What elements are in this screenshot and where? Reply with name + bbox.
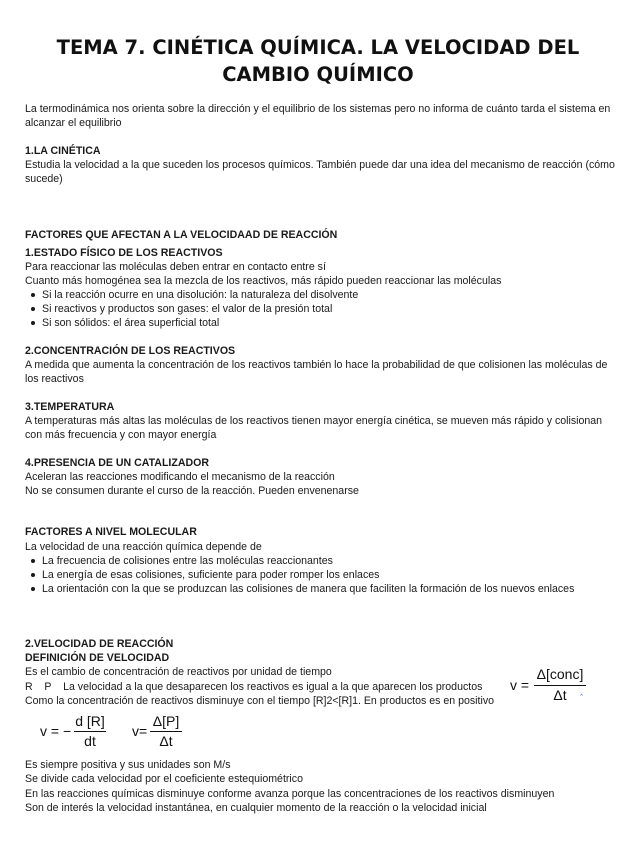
temperatura-heading: 3.TEMPERATURA: [25, 401, 115, 413]
list-item: Si son sólidos: el área superficial total: [42, 317, 220, 329]
fraction-bar: [74, 731, 106, 732]
velocidad-line-2: R P La velocidad a la que desaparecen los reactivos es igual a la que aparecen los productos: [25, 681, 483, 693]
molecular-line-1: La velocidad de una reacción química depende de: [25, 541, 262, 553]
cinetica-line-1: Estudia la velocidad a la que suceden los procesos químicos. También puede dar una idea del mecanismo de reacción (cómo: [25, 159, 615, 171]
list-item: La energía de esas colisiones, suficiente para poder romper los enlaces: [42, 569, 380, 581]
velocidad-line-6: En las reacciones químicas disminuye conforme avanza porque las concentraciones de los reactivos disminuyen: [25, 788, 555, 800]
estado-heading: 1.ESTADO FÍSICO DE LOS REACTIVOS: [25, 247, 223, 259]
formula-velocidad-concentracion: [508, 666, 608, 706]
caret-mark: ˆ: [580, 693, 583, 703]
catalizador-line-1: Aceleran las reacciones modificando el mecanismo de la reacción: [25, 471, 335, 483]
estado-line-2: Cuanto más homogénea sea la mezcla de los reactivos, más rápido pueden reaccionar las moléculas: [25, 275, 502, 287]
intro-line-1: La termodinámica nos orienta sobre la dirección y el equilibrio de los sistemas pero no informa de cuánto tarda el sistema en: [25, 103, 611, 115]
concentracion-line-2: los reactivos: [25, 373, 84, 385]
velocidad-line-3: Como la concentración de reactivos disminuye con el tiempo [R]2<[R]1. En productos es en positivo: [25, 695, 495, 707]
definicion-heading: DEFINICIÓN DE VELOCIDAD: [25, 652, 170, 664]
temperatura-line-2: con más frecuencia y con mayor energía: [25, 429, 217, 441]
cinetica-heading: 1.LA CINÉTICA: [25, 145, 101, 157]
list-item: La orientación con la que se produzcan las colisiones de manera que faciliten la formación de los nuevos enlaces: [42, 583, 575, 595]
factores-heading: FACTORES QUE AFECTAN A LA VELOCIDAAD DE REACCIÓN: [25, 229, 338, 241]
formula-numerator: Δ[P]: [152, 713, 180, 729]
formula-denominator: Δt: [553, 687, 567, 703]
estado-line-1: Para reaccionar las moléculas deben entrar en contacto entre sí: [25, 261, 326, 273]
formula-numerator: d [R]: [75, 713, 105, 729]
velocidad-line-5: Se divide cada velocidad por el coeficiente estequiométrico: [25, 773, 303, 785]
velocidad-heading: 2.VELOCIDAD DE REACCIÓN: [25, 638, 174, 650]
formula-numerator: Δ[conc]: [536, 666, 584, 682]
page-title: TEMA 7. CINÉTICA QUÍMICA. LA VELOCIDAD DEL CAMBIO QUÍMICO: [56, 36, 580, 86]
catalizador-heading: 4.PRESENCIA DE UN CATALIZADOR: [25, 457, 210, 469]
formula-lhs: v=: [132, 723, 148, 739]
velocidad-line-1: Es el cambio de concentración de reactivos por unidad de tiempo: [25, 666, 332, 678]
intro-line-2: alcanzar el equilibrio: [25, 117, 122, 129]
fraction-bar: [150, 731, 182, 732]
cinetica-line-2: sucede): [25, 173, 63, 185]
formula-velocidad-productos: [132, 713, 192, 751]
list-item: Si reactivos y productos son gases: el valor de la presión total: [42, 303, 333, 315]
formula-velocidad-reactivos: [40, 713, 110, 751]
formula-lhs: v = −: [40, 723, 72, 739]
velocidad-line-4: Es siempre positiva y sus unidades son M/s: [25, 759, 231, 771]
list-item: Si la reacción ocurre en una disolución: la naturaleza del disolvente: [42, 289, 359, 301]
molecular-heading: FACTORES A NIVEL MOLECULAR: [25, 526, 197, 538]
formula-denominator: Δt: [159, 733, 173, 749]
fraction-bar: [534, 685, 586, 686]
concentracion-line-1: A medida que aumenta la concentración de los reactivos también lo hace la probabilidad de que colisionen las moléculas de: [25, 359, 608, 371]
velocidad-line-7: Son de interés la velocidad instantánea, en cualquier momento de la reacción o la velocidad inicial: [25, 802, 487, 814]
temperatura-line-1: A temperaturas más altas las moléculas de los reactivos tienen mayor energía cinética, se mueven más rápido y colisionan: [25, 415, 603, 427]
formula-lhs: v =: [510, 677, 530, 693]
concentracion-heading: 2.CONCENTRACIÓN DE LOS REACTIVOS: [25, 345, 236, 357]
catalizador-line-2: No se consumen durante el curso de la reacción. Pueden envenenarse: [25, 485, 359, 497]
formula-denominator: dt: [84, 733, 96, 749]
list-item: La frecuencia de colisiones entre las moléculas reaccionantes: [42, 555, 333, 567]
